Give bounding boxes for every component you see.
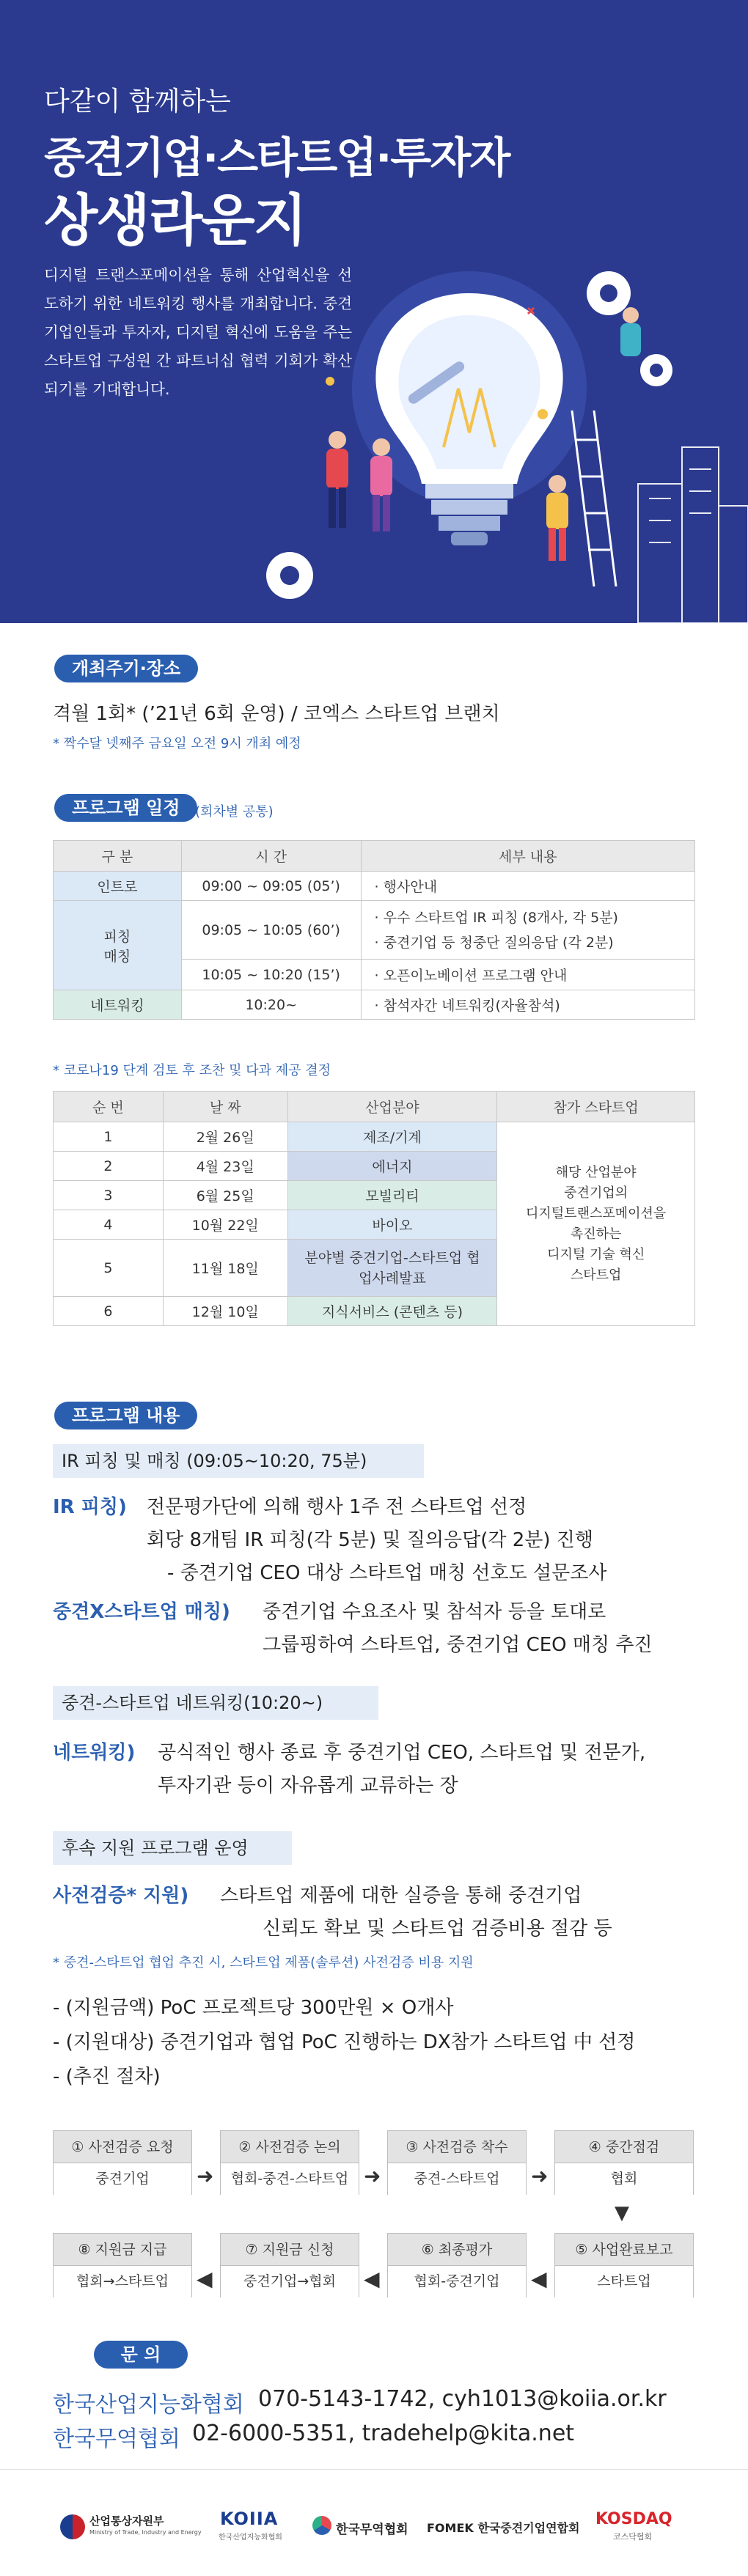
rounds-cell: 12월 10일 [163,1297,287,1326]
rounds-cell: 바이오 [287,1210,497,1240]
logo-motie-sub: Ministry of Trade, Industry and Energy [89,2529,202,2536]
rounds-cell: 6 [54,1297,164,1326]
arrow-down-icon: ▼ [615,2202,629,2224]
logo-motie: 산업통상자원부 [89,2514,164,2528]
hero-banner [0,0,748,623]
process-step-owner: 협회 [555,2163,693,2195]
process-step-owner: 협회→스타트업 [54,2266,191,2297]
preverify-note: * 중견-스타트업 협업 추진 시, 스타트업 제품(솔루션) 사전검증 비용 지원 [53,1955,474,1970]
ir-label: IR 피칭) [53,1496,127,1518]
contact-org-1: 한국산업지능화협회 [53,2392,244,2418]
rounds-startup-cell [497,1122,695,1326]
hero-subtitle: 다같이 함께하는 [44,87,231,117]
rounds-cell: 모빌리티 [287,1181,497,1210]
network-label: 네트워킹) [53,1742,136,1764]
arrow-left-icon: ◀ [364,2267,380,2291]
program-cell: 10:20~ [181,990,361,1020]
covid-note: * 코로나19 단계 검토 후 조찬 및 다과 제공 결정 [53,1063,331,1078]
ir-line-1: 전문평가단에 의해 행사 1주 전 스타트업 선정 [147,1496,527,1518]
process-step-7 [220,2233,359,2297]
match-line-2: 그룹핑하여 스타트업, 중견기업 CEO 매칭 추진 [263,1634,653,1656]
network-line-1: 공식적인 행사 종료 후 중견기업 CEO, 스타트업 및 전문가, [158,1742,646,1764]
rounds-cell: 1 [54,1122,164,1152]
match-line-1: 중견기업 수요조사 및 참석자 등을 토대로 [263,1601,606,1623]
rounds-cell: 4 [54,1210,164,1240]
process-step-title: ⑥ 최종평가 [388,2234,526,2266]
follow-section-bar: 후속 지원 프로그램 운영 [53,1831,292,1865]
rounds-header: 참가 스타트업 [497,1092,695,1122]
process-step-title: ⑦ 지원금 신청 [221,2234,359,2266]
process-step-title: ⑧ 지원금 지급 [54,2234,191,2266]
process-step-6 [387,2233,527,2297]
hero-title-line2: 상생라운지 [44,188,307,253]
rounds-cell: 4월 23일 [163,1152,287,1181]
schedule-pill: 개최주기·장소 [54,655,198,682]
process-step-owner: 협회-중견기업 [388,2266,526,2297]
program-cell-pitch [54,901,182,990]
process-step-2 [220,2130,359,2195]
program-cell: 네트워킹 [54,990,182,1020]
ir-section-bar: IR 피칭 및 매칭 (09:05~10:20, 75분) [53,1444,424,1478]
process-step-title: ② 사전검증 논의 [221,2131,359,2163]
support-target: - (지원대상) 중견기업과 협업 PoC 진행하는 DX참가 스타트업 中 선정 [53,2031,636,2053]
lightbulb-illustration [249,264,748,623]
program-header-detail: 세부 내용 [361,841,694,872]
arrow-left-icon: ◀ [197,2267,213,2291]
rounds-header: 날 짜 [163,1092,287,1122]
preverify-line-2: 신뢰도 확보 및 스타트업 검증비용 절감 등 [263,1918,612,1940]
program-cell: 10:05 ~ 10:20 (15’) [181,960,361,990]
program-cell: 09:00 ~ 09:05 (05’) [181,872,361,901]
program-cell: · 참석자간 네트워킹(자율참석) [361,990,694,1020]
arrow-left-icon: ◀ [531,2267,547,2291]
program-cell: · 오픈이노베이션 프로그램 안내 [361,960,694,990]
rounds-header: 순 번 [54,1092,164,1122]
preverify-line-1: 스타트업 제품에 대한 실증을 통해 중견기업 [220,1885,582,1907]
logo-fomek: FOMEK 한국중견기업연합회 [427,2521,580,2535]
rounds-startup-text: 디지털트랜스포메이션을 [526,1205,667,1221]
process-step-3 [387,2130,527,2195]
rounds-startup-text: 디지털 기술 혁신 [547,1246,645,1262]
process-step-owner: 협회-중견-스타트업 [221,2163,359,2195]
rounds-header: 산업분야 [287,1092,497,1122]
rounds-cell: 6월 25일 [163,1181,287,1210]
program-cell-detail [361,901,694,960]
rounds-startup-text: 촉진하는 [570,1226,622,1242]
process-step-5 [554,2233,694,2297]
program-cell: 인트로 [54,872,182,901]
rounds-startup-text: 스타트업 [570,1267,622,1283]
rounds-table [53,1091,695,1326]
program-cell-text: 피칭 [103,928,131,945]
rounds-cell: 3 [54,1181,164,1210]
logo-kosdaq-sub: 코스닥협회 [613,2532,653,2542]
logo-kosdaq: KOSDAQ [595,2510,672,2528]
program-cell: 09:05 ~ 10:05 (60’) [181,901,361,960]
program-cell-text: 매칭 [103,948,131,965]
rounds-cell: 10월 22일 [163,1210,287,1240]
arrow-right-icon: ➜ [197,2164,214,2188]
logo-koiia: KOIIA [220,2509,279,2529]
arrow-right-icon: ➜ [364,2164,381,2188]
rounds-cell: 분야별 중견기업-스타트업 협업사례발표 [287,1240,497,1297]
process-step-title: ① 사전검증 요청 [54,2131,191,2163]
contact-info-1[interactable]: 070-5143-1742, cyh1013@koiia.or.kr [258,2386,667,2412]
network-line-2: 투자기관 등이 자유롭게 교류하는 장 [158,1775,458,1797]
ir-line-2: 회당 8개팀 IR 피칭(각 5분) 및 질의응답(각 2분) 진행 [147,1529,594,1551]
hero-description: 디지털 트랜스포메이션을 통해 산업혁신을 선도하기 위한 네트워킹 행사를 개최합니다. 중견기업인들과 투자자, 디지털 혁신에 도움을 주는 스타트업 구성원 간 파트너십 협력 기회가 확산 되기를 기대합니다. [44,266,352,398]
process-step-title: ⑤ 사업완료보고 [555,2234,693,2266]
contact-info-2[interactable]: 02-6000-5351, tradehelp@kita.net [192,2421,575,2446]
program-cell: · 행사안내 [361,872,694,901]
program-table [53,840,695,1020]
schedule-note: * 짝수달 넷째주 금요일 오전 9시 개최 예정 [53,736,301,751]
taegeuk-logo-icon [60,2514,85,2539]
rounds-startup-text: 중견기업의 [564,1185,628,1201]
process-step-title: ④ 중간점검 [555,2131,693,2163]
rounds-cell: 11월 18일 [163,1240,287,1297]
program-cell-text: · 중견기업 등 청중단 질의응답 (각 2분) [374,934,614,951]
rounds-startup-text: 해당 산업분야 [555,1164,637,1180]
rounds-cell: 5 [54,1240,164,1297]
rounds-cell: 2월 26일 [163,1122,287,1152]
process-step-1 [53,2130,192,2195]
process-step-title: ③ 사전검증 착수 [388,2131,526,2163]
process-step-owner: 중견기업→협회 [221,2266,359,2297]
logo-kita: 한국무역협회 [336,2522,408,2537]
rounds-cell: 2 [54,1152,164,1181]
support-amount: - (지원금액) PoC 프로젝트당 300만원 × O개사 [53,1997,454,2019]
kita-logo-icon [312,2516,331,2535]
support-process: - (추진 절차) [53,2066,161,2088]
logo-koiia-sub: 한국산업지능화협회 [219,2533,282,2542]
network-section-bar: 중견-스타트업 네트워킹(10:20~) [53,1686,378,1720]
process-step-owner: 스타트업 [555,2266,693,2297]
process-step-4 [554,2130,694,2195]
contact-pill: 문 의 [94,2341,188,2369]
program-header-cat: 구 분 [54,841,182,872]
process-step-owner: 중견기업 [54,2163,191,2195]
arrow-right-icon: ➜ [531,2164,549,2188]
hero-title-line1: 중견기업·스타트업·투자자 [44,133,510,183]
match-label: 중견X스타트업 매칭) [53,1601,230,1623]
footer-divider [0,2469,748,2470]
ir-line-3: - 중견기업 CEO 대상 스타트업 매칭 선호도 설문조사 [167,1562,607,1584]
contact-org-2: 한국무역협회 [53,2426,180,2452]
schedule-main: 격월 1회* (’21년 6회 운영) / 코엑스 스타트업 브랜치 [53,703,500,725]
process-step-8 [53,2233,192,2297]
preverify-label: 사전검증* 지원) [53,1885,189,1907]
program-pill: 프로그램 일정 [54,794,197,822]
process-step-owner: 중견-스타트업 [388,2163,526,2195]
content-pill: 프로그램 내용 [54,1402,197,1429]
program-pill-note: (회차별 공통) [195,804,274,820]
program-header-time: 시 간 [181,841,361,872]
rounds-cell: 에너지 [287,1152,497,1181]
rounds-cell: 제조/기계 [287,1122,497,1152]
rounds-cell: 지식서비스 (콘텐츠 등) [287,1297,497,1326]
program-cell-text: · 우수 스타트업 IR 피칭 (8개사, 각 5분) [374,909,618,926]
